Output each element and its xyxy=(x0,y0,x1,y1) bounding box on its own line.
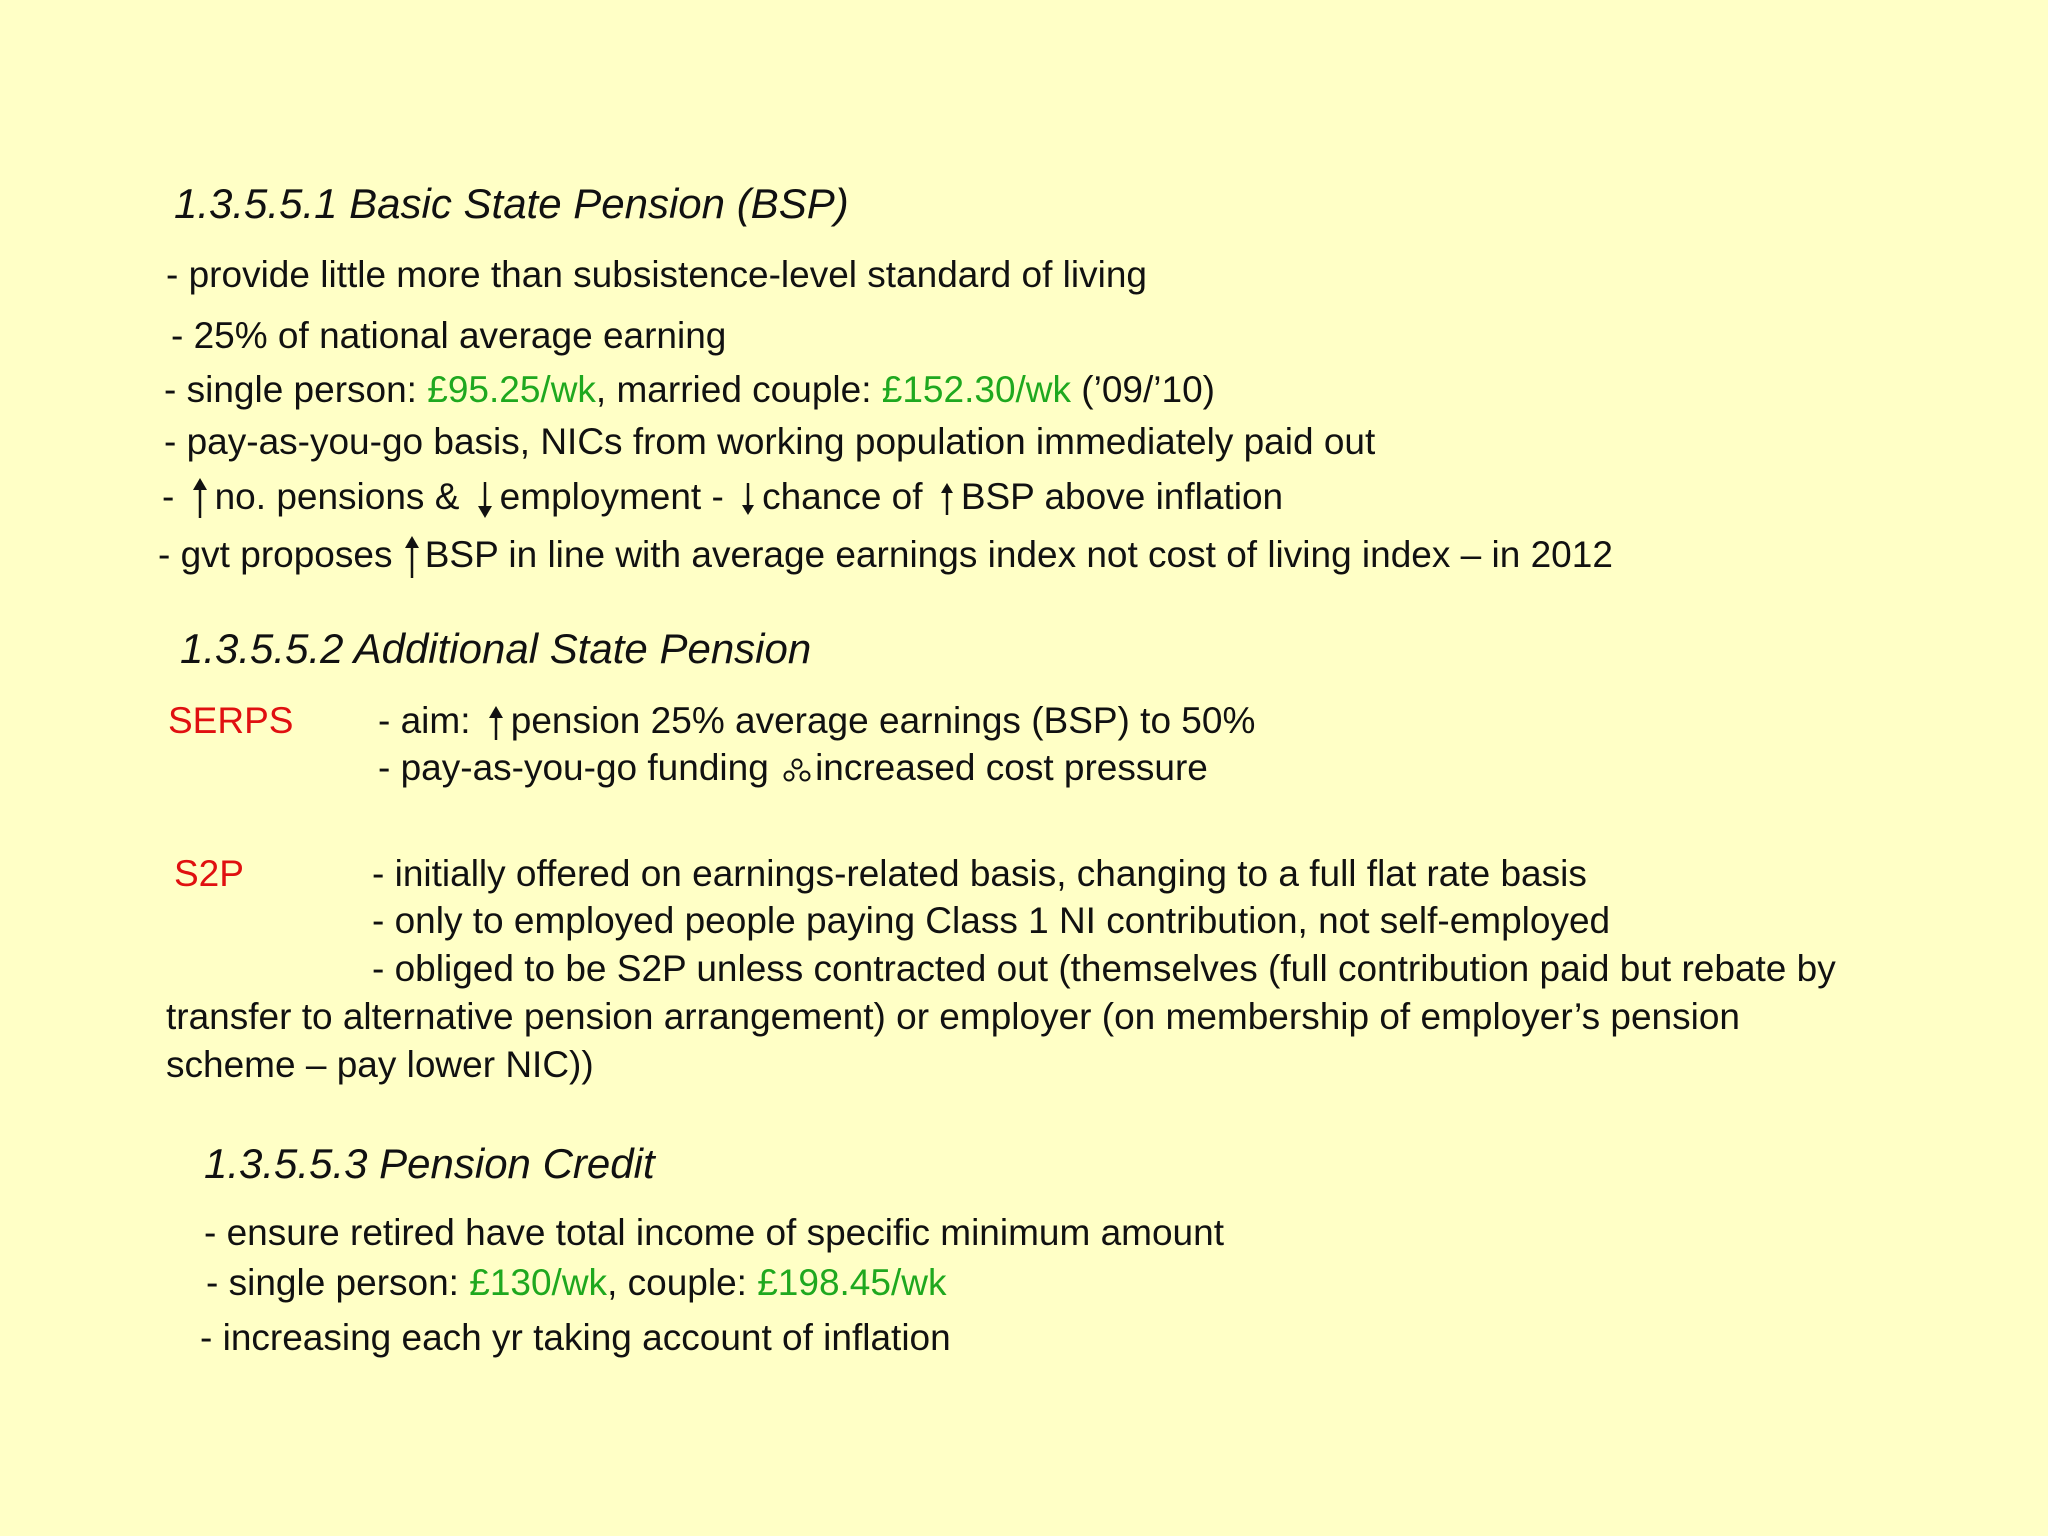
bsp-gvt-text-b: BSP in line with average earnings index not cost of living index – in 2012 xyxy=(424,534,1613,575)
down-arrow-icon xyxy=(476,480,494,518)
bsp-inflation-text-d: chance of xyxy=(762,476,933,517)
serps-aim-text-a: - aim: xyxy=(378,700,481,741)
credit-single-rate: £130/wk xyxy=(469,1262,608,1303)
up-arrow-icon xyxy=(191,478,209,520)
bsp-inflation-text-e: BSP above inflation xyxy=(960,476,1284,517)
serps-line-payg xyxy=(378,749,1208,786)
heading-additional-state-pension: 1.3.5.5.2 Additional State Pension xyxy=(180,625,812,672)
bsp-line-inflation xyxy=(162,478,1283,520)
up-arrow-icon xyxy=(403,536,421,578)
credit-line-minimum: - ensure retired have total income of specific minimum amount xyxy=(204,1212,1224,1253)
down-arrow-icon xyxy=(740,483,756,515)
credit-line-rates xyxy=(206,1264,946,1301)
s2p-label: S2P xyxy=(174,853,244,894)
serps-aim-text-b: pension 25% average earnings (BSP) to 50% xyxy=(510,700,1256,741)
bsp-gvt-text-a: - gvt proposes xyxy=(158,534,403,575)
bsp-line-gvt-proposal xyxy=(158,536,1613,578)
credit-rate-text-c: , couple: xyxy=(607,1262,758,1303)
serps-payg-text-a: - pay-as-you-go funding xyxy=(378,747,780,788)
s2p-line-scheme: scheme – pay lower NIC)) xyxy=(166,1044,594,1085)
serps-label: SERPS xyxy=(168,700,294,741)
bsp-line-subsistence: - provide little more than subsistence-level standard of living xyxy=(166,254,1147,295)
bsp-line-payg: - pay-as-you-go basis, NICs from working population immediately paid out xyxy=(164,421,1376,462)
bsp-inflation-text-b: no. pensions & xyxy=(214,476,470,517)
bsp-line-national-average: - 25% of national average earning xyxy=(171,315,727,356)
heading-pension-credit: 1.3.5.5.3 Pension Credit xyxy=(204,1140,655,1187)
bsp-inflation-dash: - xyxy=(162,476,185,517)
bsp-rate-year: (’09/’10) xyxy=(1071,369,1215,410)
bsp-single-rate: £95.25/wk xyxy=(427,369,596,410)
bsp-rate-text-c: , married couple: xyxy=(595,369,882,410)
s2p-line-obliged: - obliged to be S2P unless contracted out (themselves (full contribution paid but rebate by xyxy=(372,948,1836,989)
serps-payg-text-b: increased cost pressure xyxy=(815,747,1208,788)
heading-basic-state-pension: 1.3.5.5.1 Basic State Pension (BSP) xyxy=(174,180,849,227)
credit-line-inflation: - increasing each yr taking account of inflation xyxy=(200,1317,951,1358)
therefore-icon xyxy=(783,758,811,782)
credit-couple-rate: £198.45/wk xyxy=(757,1262,947,1303)
bsp-rate-text-a: - single person: xyxy=(164,369,428,410)
up-arrow-icon xyxy=(487,706,505,740)
bsp-couple-rate: £152.30/wk xyxy=(881,369,1072,410)
s2p-line-employed: - only to employed people paying Class 1 NI contribution, not self-employed xyxy=(372,900,1611,941)
s2p-line-transfer: transfer to alternative pension arrangement) or employer (on membership of employer’s pension xyxy=(166,996,1740,1037)
up-arrow-icon xyxy=(939,483,955,515)
bsp-line-rates xyxy=(164,371,1215,408)
credit-rate-text-a: - single person: xyxy=(206,1262,470,1303)
serps-line-aim xyxy=(378,702,1255,740)
s2p-line-earnings-basis: - initially offered on earnings-related basis, changing to a full flat rate basis xyxy=(372,853,1587,894)
bsp-inflation-text-c: employment - xyxy=(499,476,735,517)
